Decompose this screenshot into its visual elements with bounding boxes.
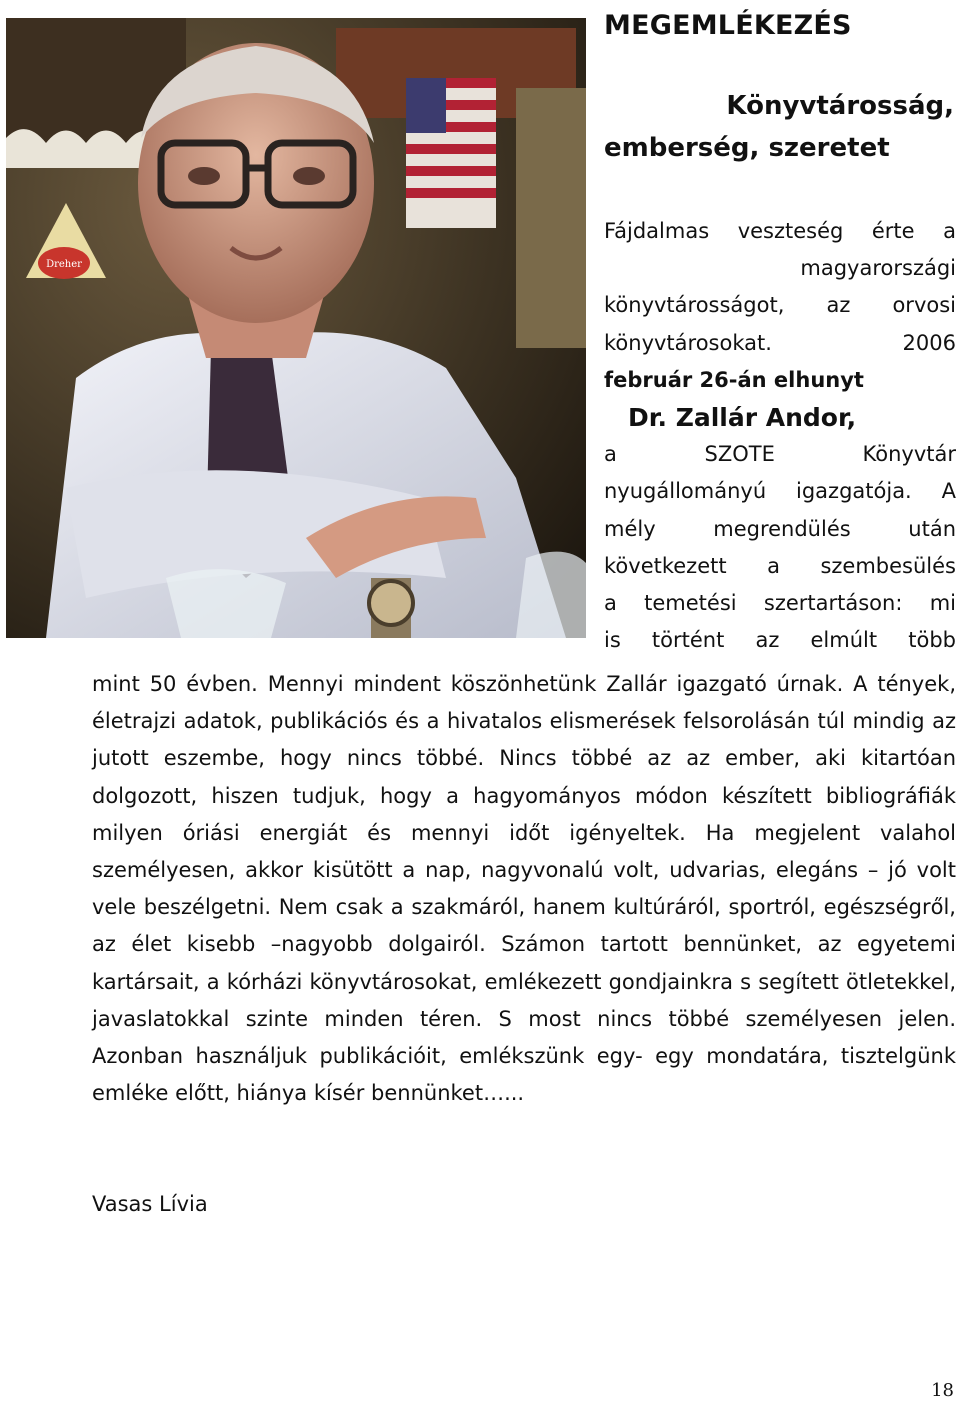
intro-line: könyvtárosokat. 2006: [604, 330, 956, 355]
intro-line: a temetési szertartáson: mi: [604, 591, 956, 616]
portrait-photo: [6, 18, 586, 638]
intro-line: nyugállományú igazgatója. A: [604, 479, 956, 504]
deceased-name: Dr. Zallár Andor,: [628, 403, 857, 433]
body-paragraph: mint 50 évben. Mennyi mindent köszönhetünk Zallár igazgató úrnak. A tények, életrajzi adatok, publikációs és a hivatalos elismerések felsorolásán túl mindig az jutott eszembe, hogy nincs többé. Nincs többé az az ember, aki kitartóan dolgozott, hiszen tudjuk, hogy a hagyományos módon készített bibliográfiák milyen óriási energiát és mennyi időt igényeltek. Ha megjelent valahol személyesen, akkor kisütött a nap, nagyvonalú volt, udvarias, elegáns – jó volt vele beszélgetni. Nem csak a szakmáról, hanem kultúráról, sportról, egészségről, az élet kisebb –nagyobb dolgairól. Számon tartott bennünket, az egyetemi kartársait, a kórházi könyvtárosokat, emlékezett gondjainkra s segített ötletekkel, javaslatokkal szinte minden téren. S most nincs többé személyesen jelen. Azonban használjuk publikációit, emlékszünk egy- egy mondatára, tisztelgünk emléke előtt, hiánya kísér bennünket…...: [92, 672, 956, 1106]
article-title-line-2: emberség, szeretet: [604, 133, 890, 163]
page-number: 18: [931, 1380, 954, 1401]
intro-line: könyvtárosságot, az orvosi: [604, 293, 956, 318]
intro-paragraph: [604, 213, 956, 659]
intro-line: következett a szembesülés: [604, 553, 956, 578]
intro-line: mély megrendülés után: [604, 516, 956, 541]
article-title-line-1: Könyvtárosság,: [726, 91, 954, 121]
intro-line: is történt az elmúlt több: [604, 628, 956, 653]
intro-line: február 26-án elhunyt: [604, 367, 864, 392]
intro-line: Fájdalmas veszteség érte a: [604, 219, 956, 243]
intro-line: magyarországi: [800, 256, 956, 281]
svg-text:Dreher: Dreher: [46, 259, 82, 270]
section-label: MEGEMLÉKEZÉS: [604, 10, 852, 41]
author-signature: Vasas Lívia: [92, 1192, 208, 1216]
intro-line: a SZOTE Könyvtár: [604, 442, 956, 467]
